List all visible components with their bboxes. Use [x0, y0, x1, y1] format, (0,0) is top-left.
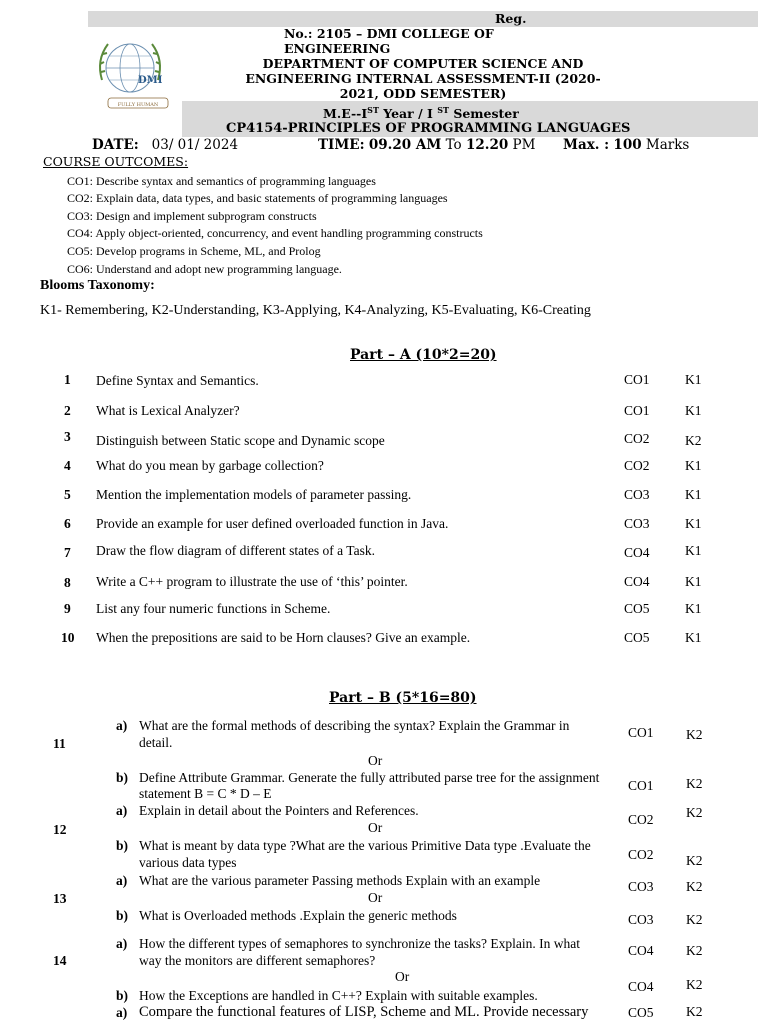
question-text: Mention the implementation models of parameter passing.	[96, 487, 412, 502]
option-a-k: K2	[686, 1004, 703, 1019]
question-co: CO1	[624, 372, 650, 387]
question-number: 1	[64, 372, 71, 387]
question-k: K1	[685, 574, 702, 589]
question-k: K1	[685, 543, 702, 558]
option-a-text-2: way the monitors are different semaphores?	[139, 953, 376, 968]
option-a-label: a)	[116, 936, 128, 951]
question-k: K1	[685, 487, 702, 502]
or-separator: Or	[368, 753, 383, 768]
question-number: 4	[64, 458, 71, 473]
option-a-k: K2	[686, 879, 703, 894]
question-co: CO4	[624, 574, 650, 589]
max-marks: Max. : 100 Marks	[563, 137, 690, 153]
question-text: Define Syntax and Semantics.	[96, 373, 259, 388]
option-b-text-1: Define Attribute Grammar. Generate the fully attributed parse tree for the assignment	[139, 770, 600, 785]
question-co: CO5	[624, 601, 650, 616]
option-b-label: b)	[116, 908, 129, 923]
blooms-title: Blooms Taxonomy:	[40, 278, 155, 293]
header-line-2: ENGINEERING	[284, 41, 391, 56]
question-co: CO4	[624, 545, 650, 560]
question-number: 8	[64, 575, 71, 590]
question-number: 2	[64, 403, 71, 418]
question-k: K1	[685, 403, 702, 418]
question-co: CO3	[624, 487, 650, 502]
option-a-text-1: What are the formal methods of describing the syntax? Explain the Grammar in	[139, 718, 570, 733]
option-b-text-1: How the Exceptions are handled in C++? Explain with suitable examples.	[139, 988, 538, 1003]
option-a-text-1: Compare the functional features of LISP, Scheme and ML. Provide necessary	[139, 1004, 589, 1020]
question-number: 5	[64, 487, 71, 502]
co-item-5: CO5: Develop programs in Scheme, ML, and Prolog	[67, 244, 321, 258]
question-k: K1	[685, 372, 702, 387]
or-separator: Or	[368, 820, 383, 835]
option-b-text-2: various data types	[139, 855, 237, 870]
option-a-label: a)	[116, 718, 128, 733]
question-k: K1	[685, 458, 702, 473]
question-k: K2	[685, 433, 702, 448]
option-a-text-1: How the different types of semaphores to synchronize the tasks? Explain. In what	[139, 936, 581, 951]
question-number: 6	[64, 516, 71, 531]
option-a-label: a)	[116, 873, 128, 888]
option-a-k: K2	[686, 727, 703, 742]
reg-label: Reg.	[495, 11, 527, 26]
question-text: Write a C++ program to illustrate the use of ‘this’ pointer.	[96, 574, 408, 589]
option-b-text-2: statement B = C * D – E	[139, 786, 272, 801]
option-a-label: a)	[116, 803, 128, 818]
question-text: When the prepositions are said to be Horn clauses? Give an example.	[96, 630, 471, 645]
question-text: List any four numeric functions in Scheme.	[96, 601, 331, 616]
option-b-co: CO1	[628, 778, 654, 793]
option-a-text-1: What are the various parameter Passing methods Explain with an example	[139, 873, 541, 888]
question-text: Distinguish between Static scope and Dynamic scope	[96, 433, 385, 448]
option-a-k: K2	[686, 805, 703, 820]
header-line-5: 2021, ODD SEMESTER)	[339, 86, 507, 101]
question-k: K1	[685, 516, 702, 531]
option-a-co: CO5	[628, 1005, 654, 1020]
option-b-label: b)	[116, 770, 129, 785]
question-k: K1	[685, 601, 702, 616]
option-a-co: CO1	[628, 725, 654, 740]
part-a-title: Part – A (10*2=20)	[350, 347, 497, 363]
or-separator: Or	[395, 969, 410, 984]
date-value: 03/ 01/ 2024	[151, 137, 239, 153]
question-co: CO2	[624, 458, 650, 473]
option-b-text-1: What is Overloaded methods .Explain the generic methods	[139, 908, 457, 923]
date-label: DATE:	[92, 137, 139, 153]
co-item-3: CO3: Design and implement subprogram constructs	[67, 209, 317, 223]
option-a-label: a)	[116, 1005, 128, 1020]
year-semester: M.E--IST Year / I $^{ST}$ Semester	[323, 105, 519, 122]
question-co: CO3	[624, 516, 650, 531]
question-number: 13	[53, 891, 67, 906]
header-line-4: ENGINEERING INTERNAL ASSESSMENT-II (2020-	[245, 71, 601, 86]
logo-text: DMI	[138, 75, 163, 86]
option-b-co: CO4	[628, 979, 654, 994]
exam-meta-line	[92, 137, 238, 153]
option-b-label: b)	[116, 838, 129, 853]
co-item-6: CO6: Understand and adopt new programming language.	[67, 262, 342, 276]
question-text: Provide an example for user defined overloaded function in Java.	[96, 516, 449, 531]
co-item-1: CO1: Describe syntax and semantics of programming languages	[67, 174, 376, 188]
option-b-text-1: What is meant by data type ?What are the various Primitive Data type .Evaluate the	[139, 838, 591, 853]
option-b-k: K2	[686, 977, 703, 992]
header-reg-bar	[88, 11, 758, 27]
or-separator: Or	[368, 890, 383, 905]
logo-motto: FULLY HUMAN	[117, 102, 159, 108]
question-number: 11	[53, 736, 66, 751]
option-a-co: CO2	[628, 812, 654, 827]
question-text: What is Lexical Analyzer?	[96, 403, 240, 418]
option-a-k: K2	[686, 943, 703, 958]
college-logo	[92, 30, 176, 116]
co-item-2: CO2: Explain data, data types, and basic statements of programming languages	[67, 191, 448, 205]
option-b-k: K2	[686, 853, 703, 868]
co-item-4: CO4: Apply object-oriented, concurrency, and event handling programming constructs	[67, 226, 483, 240]
option-a-text-2: detail.	[139, 735, 173, 750]
question-number: 14	[53, 953, 67, 968]
option-a-text-1: Explain in detail about the Pointers and References.	[139, 803, 419, 818]
question-number: 7	[64, 545, 71, 560]
question-text: Draw the flow diagram of different states of a Task.	[96, 543, 375, 558]
question-co: CO5	[624, 630, 650, 645]
option-b-k: K2	[686, 912, 703, 927]
question-number: 3	[64, 429, 71, 444]
header-line-3: DEPARTMENT OF COMPUTER SCIENCE AND	[262, 56, 584, 71]
option-a-co: CO3	[628, 879, 654, 894]
blooms-levels: K1- Remembering, K2-Understanding, K3-Applying, K4-Analyzing, K5-Evaluating, K6-Creating	[40, 303, 591, 318]
option-a-co: CO4	[628, 943, 654, 958]
course-title: CP4154-PRINCIPLES OF PROGRAMMING LANGUAGES	[226, 121, 631, 136]
option-b-co: CO3	[628, 912, 654, 927]
part-b-title: Part – B (5*16=80)	[329, 690, 477, 706]
question-co: CO1	[624, 403, 650, 418]
option-b-k: K2	[686, 776, 703, 791]
question-co: CO2	[624, 431, 650, 446]
course-outcomes-title: COURSE OUTCOMES:	[43, 154, 189, 169]
time-line: TIME: 09.20 AM To 12.20 PM	[318, 137, 536, 153]
question-number: 10	[61, 630, 75, 645]
question-text: What do you mean by garbage collection?	[96, 458, 324, 473]
question-k: K1	[685, 630, 702, 645]
option-b-label: b)	[116, 988, 129, 1003]
question-number: 12	[53, 822, 67, 837]
option-b-co: CO2	[628, 847, 654, 862]
question-number: 9	[64, 601, 71, 616]
header-line-1: No.: 2105 – DMI COLLEGE OF	[284, 26, 494, 41]
